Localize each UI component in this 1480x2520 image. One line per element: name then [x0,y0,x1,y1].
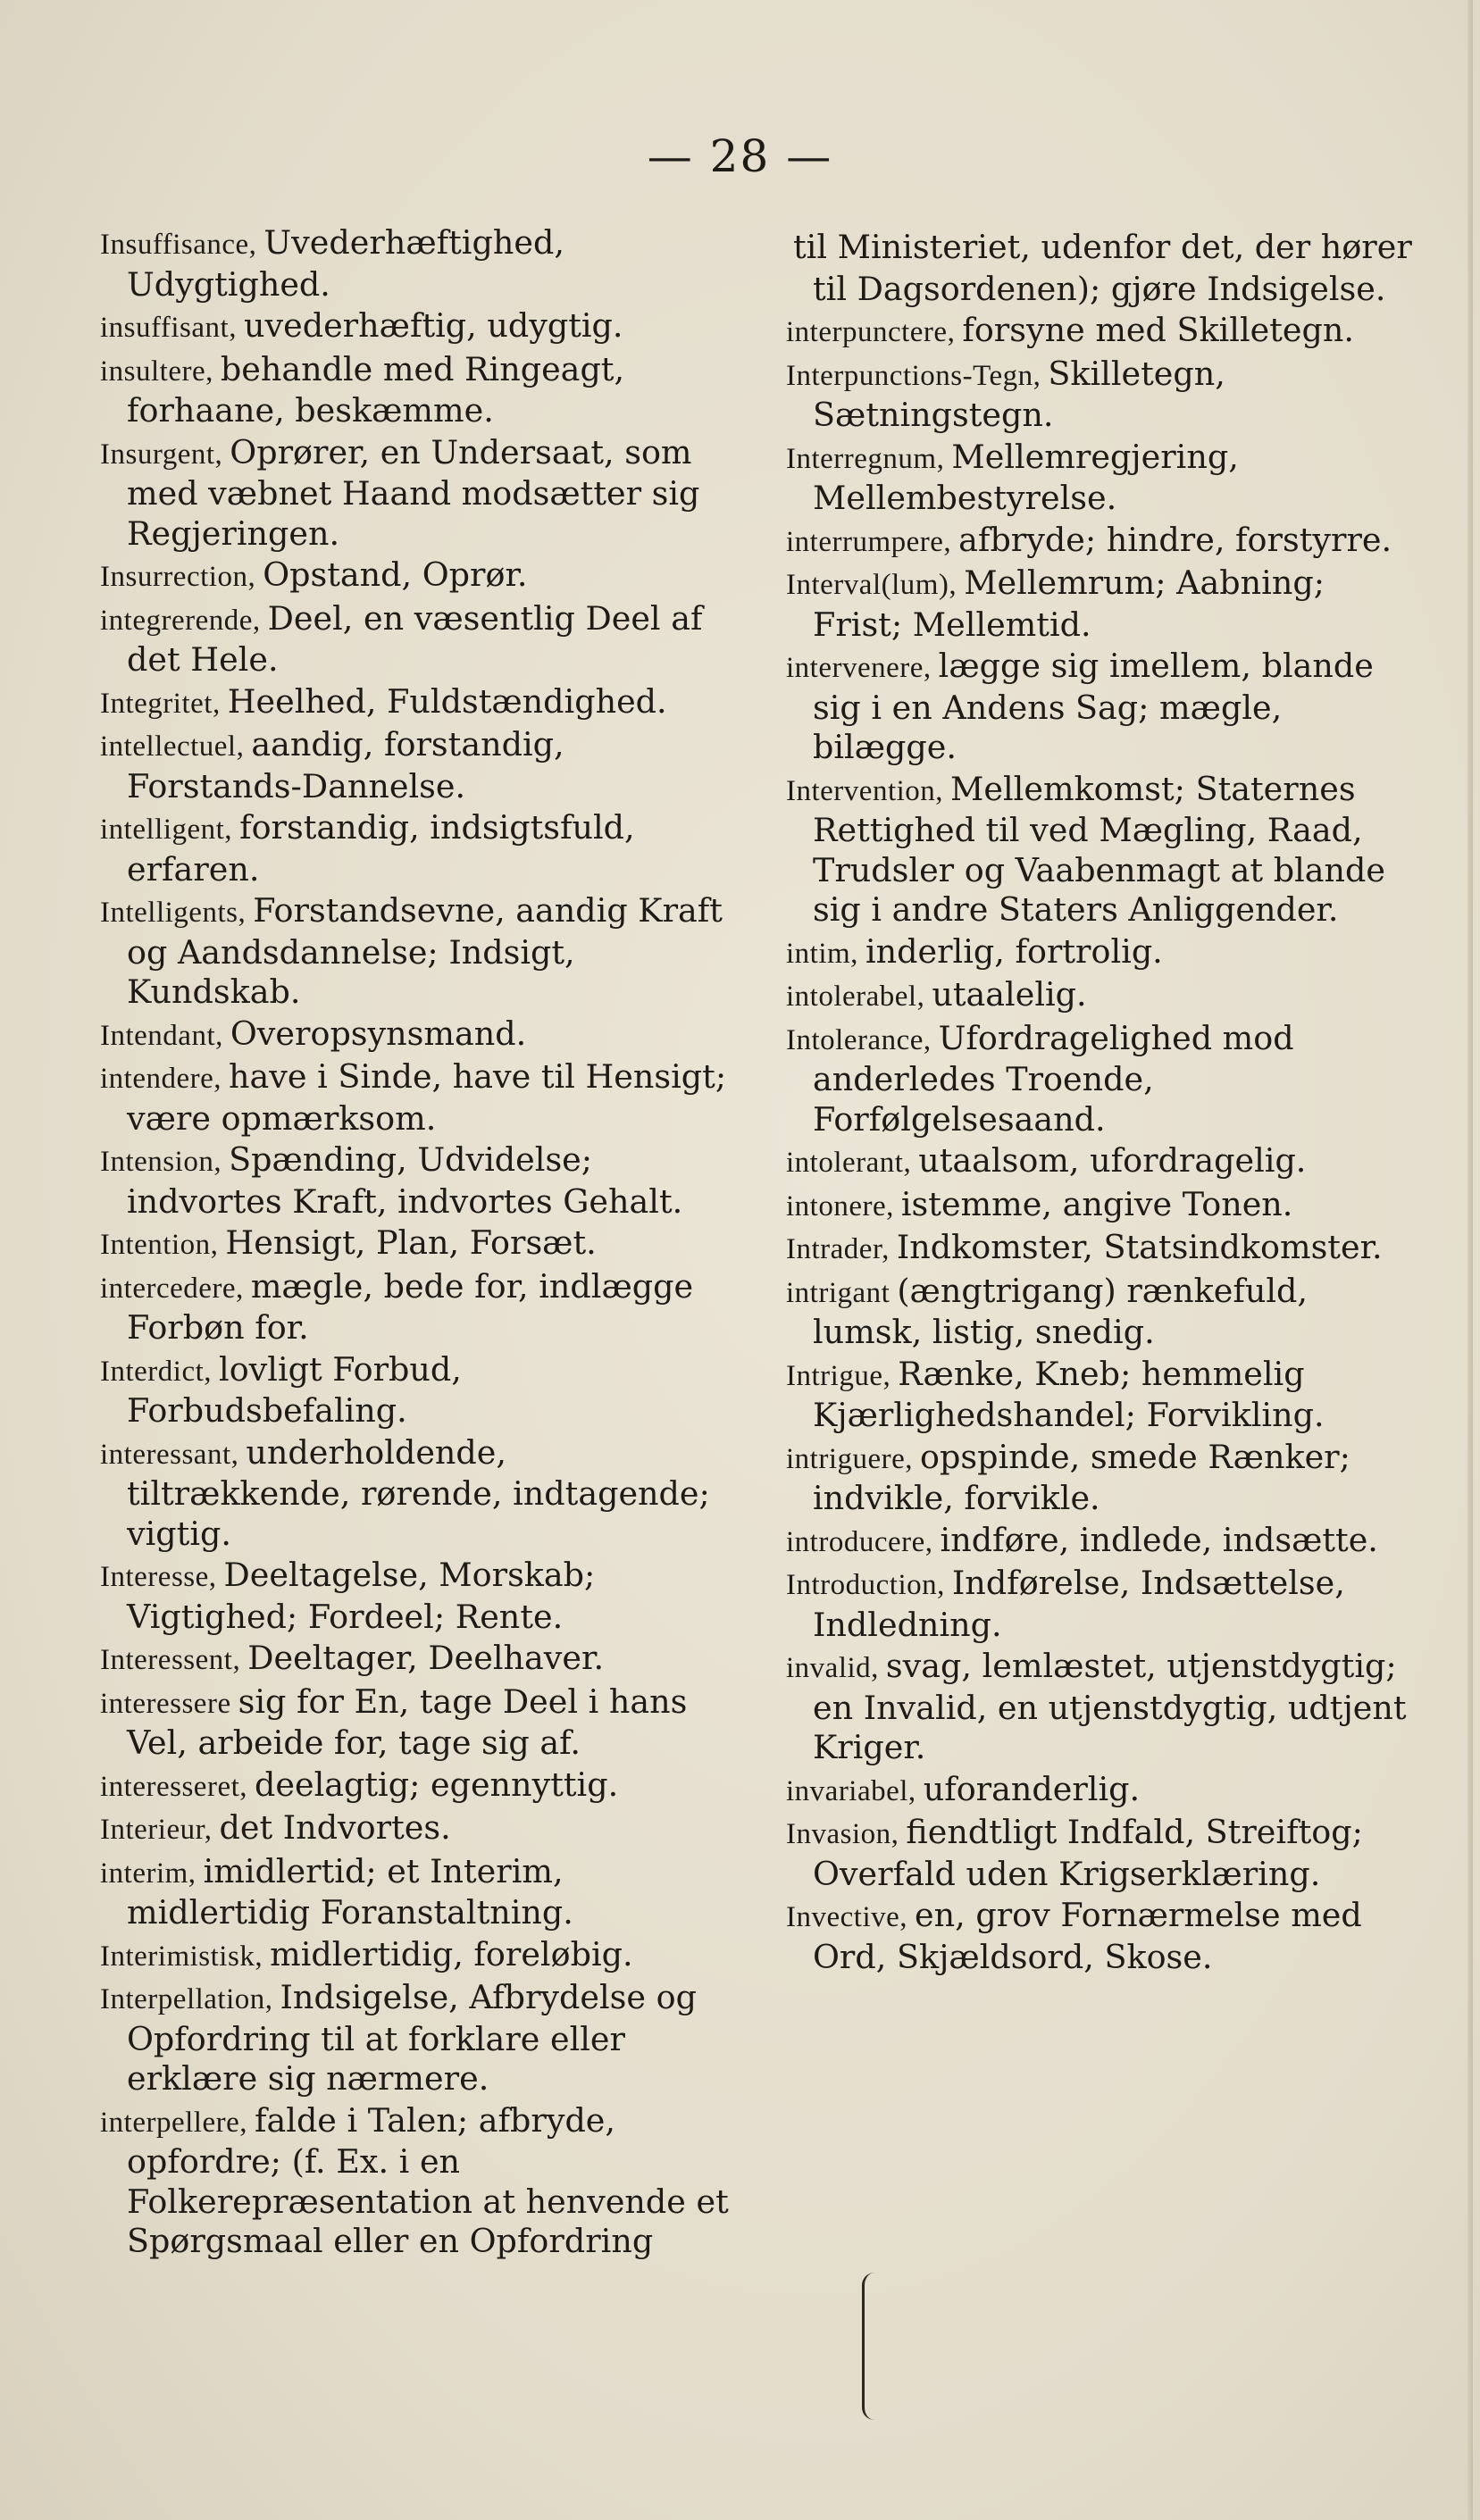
entry-term: intervenere, [786,652,932,684]
dictionary-entry [100,725,730,806]
entry-term: intolerabel, [786,980,925,1013]
dictionary-entry [100,891,730,1013]
entry-term: Intervention, [786,774,944,807]
dictionary-entry [100,1014,730,1056]
dictionary-entry [786,521,1416,563]
entry-definition: til Ministeriet, udenfor det, der hører til Dagsordenen); gjøre Indsigelse. [793,228,1412,308]
entry-definition: Indsigelse, Afbrydelse og Opfordring til at forklare eller erklære sig nærmere. [127,1978,697,2098]
dictionary-entry [786,1770,1416,1812]
entry-definition: utaalelig. [932,975,1087,1014]
entry-definition: have i Sinde, have til Hensigt; være opmærksom. [127,1057,727,1138]
entry-definition: Uvederhæftighed, Udygtighed. [127,223,564,304]
entry-definition: svag, lemlæstet, utjenstdygtig; en Invalid, en utjenstdygtig, udtjent Kriger. [813,1647,1407,1766]
entry-definition: forsyne med Skilletegn. [962,311,1354,349]
entry-term: Interval(lum), [786,569,957,601]
dictionary-entry [100,1978,730,2099]
dictionary-entry [786,1438,1416,1519]
dictionary-entry [100,599,730,680]
dictionary-entry [786,563,1416,645]
dictionary-entry [786,228,1416,309]
entry-term: intendere, [100,1063,222,1095]
dictionary-entry [100,1808,730,1850]
entry-term: interim, [100,1857,196,1890]
entry-term: Intendant, [100,1019,223,1052]
dictionary-entry [786,311,1416,353]
dictionary-entry [786,1355,1416,1436]
entry-definition: uforanderlig. [923,1769,1141,1808]
entry-term: Intrader, [786,1233,890,1265]
entry-definition: forstandig, indsigtsfuld, erfaren. [127,808,635,889]
entry-definition: Deeltagelse, Morskab; Vigtighed; Fordeel; Rente. [127,1556,596,1636]
dictionary-entry [786,438,1416,519]
entry-term: Intention, [100,1229,219,1261]
dictionary-entry [100,1852,730,1933]
right-column [786,228,1416,1979]
dictionary-entry [100,1267,730,1348]
dictionary-entry [100,1433,730,1555]
entry-term: interpellere, [100,2106,247,2139]
entry-definition: Forstandsevne, aandig Kraft og Aandsdannelse; Indsigt, Kundskab. [127,891,723,1011]
entry-term: Insurrection, [100,561,256,593]
entry-definition: Mellemrum; Aabning; Frist; Mellemtid. [813,563,1325,644]
entry-term: Intelligents, [100,897,247,929]
entry-definition: Skilletegn, Sætningstegn. [813,354,1225,434]
dictionary-entry [100,682,730,724]
entry-term: Intension, [100,1146,222,1178]
entry-definition: utaalsom, ufordragelig. [918,1141,1307,1180]
entry-definition: Hensigt, Plan, Forsæt. [225,1223,597,1262]
dictionary-entry [100,350,730,431]
entry-term: Intolerance, [786,1023,932,1056]
dictionary-entry [786,770,1416,930]
entry-definition: Mellemkomst; Staternes Rettighed til ved Mægling, Raad, Trudsler og Vaabenmagt at blande sig i andre Staters Anliggender. [813,769,1385,929]
entry-term: Insurgent, [100,438,223,471]
dictionary-entry [786,1141,1416,1183]
entry-definition: istemme, angive Tonen. [900,1184,1293,1223]
entry-definition: sig for En, tage Deel i hans Vel, arbeide for, tage sig af. [127,1681,688,1762]
entry-definition: Overopsynsmand. [230,1014,527,1053]
dictionary-entry [100,2101,730,2262]
dictionary-entry [100,306,730,348]
entry-definition: Indkomster, Statsindkomster. [896,1228,1383,1266]
entry-term: intellectuel, [100,730,245,763]
entry-definition: behandle med Ringeagt, forhaane, beskæmme. [127,349,625,430]
entry-definition: lovligt Forbud, Forbudsbefaling. [127,1349,462,1430]
dictionary-entry [100,1223,730,1265]
dictionary-entry [786,932,1416,974]
entry-term: Interesse, [100,1561,217,1593]
entry-definition: Deeltager, Deelhaver. [247,1639,605,1677]
entry-definition: inderlig, fortrolig. [865,931,1163,971]
dictionary-entry [786,1521,1416,1563]
dictionary-entry [100,1350,730,1431]
dictionary-entry [100,1556,730,1637]
entry-term: integrerende, [100,604,261,637]
entry-definition: imidlertid; et Interim, midlertidig Foranstaltning. [127,1851,573,1932]
entry-term: intolerant, [786,1147,912,1179]
dictionary-entry [786,975,1416,1017]
entry-term: insultere, [100,355,213,388]
entry-term: Introduction, [786,1569,945,1601]
page-number: — 28 — [647,130,833,182]
entry-term: Insuffisance, [100,229,257,261]
dictionary-entry [100,1765,730,1807]
dictionary-entry [786,1185,1416,1227]
dictionary-entry [100,1057,730,1139]
entry-definition: aandig, forstandig, Forstands-Dannelse. [127,725,564,805]
dictionary-entry [786,1564,1416,1645]
entry-definition: deelagtig; egennyttig. [255,1765,619,1804]
dictionary-entry [100,555,730,597]
entry-definition: Oprører, en Undersaat, som med væbnet Haand modsætter sig Regjeringen. [127,432,700,553]
entry-term: interesseret, [100,1770,248,1803]
entry-term: interpunctere, [786,316,956,348]
dictionary-entry [100,433,730,555]
entry-definition: Heelhed, Fuldstændighed. [227,681,667,721]
entry-term: Interpellation, [100,1983,273,2015]
entry-term: intriguere, [786,1442,914,1475]
dictionary-entry [786,1896,1416,1977]
entry-term: Interimistisk, [100,1940,263,1973]
entry-definition: falde i Talen; afbryde, opfordre; (f. Ex. i en Folkerepræsentation at henvende et Spørgsmaal eller en Opfordring [127,2100,729,2260]
dictionary-entry [786,355,1416,436]
entry-term: Interessent, [100,1644,241,1676]
dictionary-entry [786,1813,1416,1894]
dictionary-entry [786,647,1416,768]
dictionary-entry [786,1272,1416,1353]
dictionary-entry [786,1228,1416,1270]
dictionary-entry [100,1140,730,1222]
entry-term: invariabel, [786,1774,916,1807]
entry-term: invalid, [786,1652,879,1684]
dictionary-entry [786,1019,1416,1140]
entry-definition: Spænding, Udvidelse; indvortes Kraft, indvortes Gehalt. [127,1140,683,1221]
entry-definition: opspinde, smede Rænker; indvikle, forvikle. [813,1437,1350,1517]
dictionary-entry [100,1682,730,1764]
entry-term: intonere, [786,1189,894,1222]
entry-term: Interieur, [100,1814,213,1846]
entry-term: interrumpere, [786,525,952,558]
entry-term: intim, [786,937,858,970]
entry-definition: fiendtligt Indfald, Streiftog; Overfald uden Krigserklæring. [813,1813,1363,1893]
entry-definition: (ængtrigang) rænkefuld, lumsk, listig, snedig. [813,1271,1309,1351]
entry-term: Invasion, [786,1818,899,1850]
entry-term: insuffisant, [100,312,237,344]
entry-definition: en, grov Fornærmelse med Ord, Skjældsord, Skose. [813,1896,1362,1976]
entry-definition: lægge sig imellem, blande sig i en Andens Sag; mægle, bilægge. [813,647,1374,766]
entry-definition: Rænke, Kneb; hemmelig Kjærlighedshandel; Forvikling. [813,1354,1325,1434]
left-column [100,223,730,2264]
entry-term: intrigant [786,1276,891,1309]
dictionary-entry [100,223,730,305]
entry-term: intelligent, [100,814,233,846]
entry-definition: Mellemregjering, Mellembestyrelse. [813,437,1239,517]
entry-term: Interregnum, [786,442,945,475]
entry-term: Integritet, [100,687,221,720]
page-edge [1467,0,1473,2520]
entry-definition: Indførelse, Indsættelse, Indledning. [813,1564,1345,1644]
dictionary-entry [100,808,730,889]
bracket-mark [862,2273,881,2420]
entry-definition: det Indvortes. [219,1808,451,1847]
entry-definition: mægle, bede for, indlægge Forbøn for. [127,1266,694,1347]
dictionary-entry [786,1647,1416,1768]
entry-term: Intrigue, [786,1359,891,1392]
entry-definition: uvederhæftig, udygtig. [243,306,623,345]
entry-definition: underholdende, tiltrækkende, rørende, indtagende; vigtig. [127,1432,710,1553]
entry-definition: midlertidig, foreløbig. [270,1934,633,1973]
dictionary-entry [100,1639,730,1681]
entry-term: intercedere, [100,1272,244,1305]
entry-term: Invective, [786,1901,908,1933]
entry-definition: Ufordragelighed mod anderledes Troende, Forfølgelsesaand. [813,1018,1294,1139]
entry-definition: Opstand, Oprør. [263,555,528,594]
dictionary-entry [100,1935,730,1977]
entry-definition: Deel, en væsentlig Deel af det Hele. [127,598,703,679]
entry-term: introducere, [786,1525,933,1558]
entry-definition: afbryde; hindre, forstyrre. [958,520,1392,559]
entry-term: interessant, [100,1438,239,1471]
entry-term: Interpunctions-Tegn, [786,359,1041,392]
entry-term: Interdict, [100,1355,213,1388]
entry-definition: indføre, indlede, indsætte. [940,1520,1378,1559]
entry-term: interessere [100,1687,231,1720]
